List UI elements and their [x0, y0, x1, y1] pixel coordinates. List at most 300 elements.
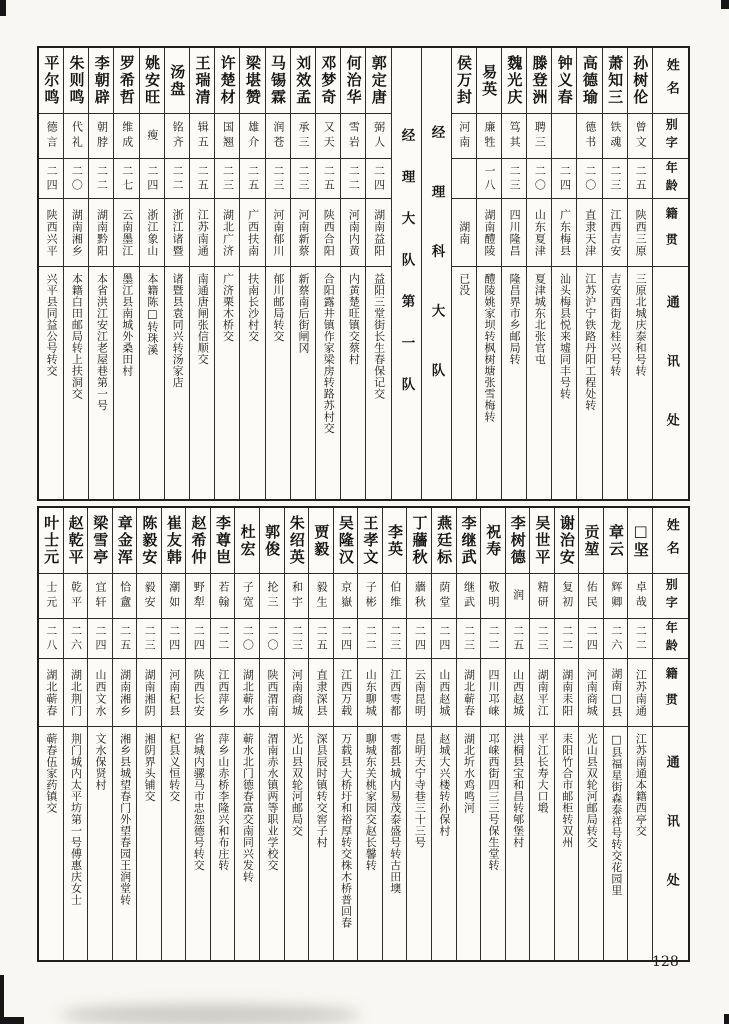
courtesy-name-cell-text: 维成: [120, 121, 134, 151]
name-cell-text: 王孝文: [361, 515, 380, 566]
age-cell: [266, 159, 290, 199]
header-age-text: 年龄: [664, 620, 679, 657]
age-cell: [39, 619, 63, 659]
courtesy-name-cell-text: 复初: [560, 581, 574, 611]
name-cell: [39, 508, 63, 574]
age-cell-text: 二三: [221, 164, 235, 193]
age-cell-text: 二四: [192, 624, 206, 653]
name-cell-text: 孙树伦: [631, 55, 650, 106]
courtesy-name-cell-text: 廉牲: [482, 121, 496, 151]
name-cell: [39, 48, 63, 114]
contact-cell: [285, 727, 309, 960]
header-name-text: 姓名: [663, 57, 679, 104]
contact-cell: [407, 727, 431, 960]
courtesy-name-cell: [506, 574, 530, 619]
age-cell: [341, 159, 365, 199]
courtesy-name-cell: [215, 114, 239, 159]
age-cell-text: 二七: [120, 164, 134, 193]
age-cell-text: 二〇: [241, 624, 255, 653]
age-cell-text: 二四: [167, 624, 181, 653]
name-cell: [291, 48, 315, 114]
courtesy-name-cell-text: 若翰: [216, 581, 230, 611]
contact-cell: [89, 267, 113, 499]
contact-cell-text: 耒阳竹合市邮柜转双州: [560, 733, 574, 848]
courtesy-name-cell-text: 和宇: [290, 581, 304, 611]
age-cell-text: 二二: [634, 624, 648, 653]
entry-column: [87, 508, 112, 960]
contact-cell: [240, 267, 264, 499]
courtesy-name-cell-text: 承三: [297, 121, 310, 151]
courtesy-name-cell-text: 润苍: [271, 121, 285, 151]
courtesy-name-cell: [89, 114, 113, 159]
name-cell-text: 刘效孟: [294, 55, 313, 106]
courtesy-name-cell: [603, 114, 627, 159]
name-cell-text: 汤盘: [168, 63, 187, 98]
age-cell-text: 二三: [462, 624, 476, 653]
name-cell-text: 许楚材: [218, 55, 237, 106]
origin-cell: [628, 659, 652, 727]
contact-cell: [64, 267, 88, 499]
contact-cell: [39, 727, 63, 960]
origin-cell-text: 湖南耒阳: [560, 668, 574, 717]
origin-cell-text: 浙江象山: [145, 208, 159, 257]
origin-cell-text: 湖南湘乡: [70, 208, 84, 257]
entry-column: [382, 508, 407, 960]
contact-cell-text: 萍乡山赤桥李隆兴和布庄转: [216, 733, 230, 871]
contact-cell-text: 邛崃西街四三三号保生堂转: [487, 733, 500, 871]
age-cell: [452, 159, 476, 199]
name-cell-text: 梁雪亭: [91, 515, 110, 566]
header-zi: [653, 574, 688, 619]
header-zi: [653, 114, 688, 159]
entry-column: [627, 48, 652, 499]
age-cell-text: 二五: [246, 164, 260, 193]
contact-cell-text: 江苏沪宁铁路丹阳工程处转: [583, 273, 597, 411]
courtesy-name-cell-text: 德言: [45, 121, 59, 151]
contact-cell-text: 本籍陈□转珠溪: [145, 273, 159, 356]
origin-cell-text: 湖南湘阴: [143, 668, 157, 717]
header-zi-text: 别字: [664, 118, 679, 154]
contact-cell-text: 诸暨县袁同兴转汤家店: [171, 273, 185, 388]
courtesy-name-cell-text: 乾平: [69, 581, 83, 611]
courtesy-name-cell: [260, 574, 284, 619]
name-cell-text: 魏光庆: [505, 55, 524, 106]
origin-cell: [407, 659, 431, 727]
age-cell-text: 二二: [95, 164, 109, 193]
courtesy-name-cell: [39, 574, 63, 619]
header-zi-text: 别字: [664, 578, 679, 614]
name-cell: [603, 48, 627, 114]
contact-cell: [316, 267, 340, 499]
name-cell-text: 吴隆汉: [336, 515, 355, 566]
name-cell-text: 李英: [385, 523, 404, 558]
origin-cell: [457, 659, 481, 727]
contact-cell-text: 平江长寿大口塅: [536, 733, 550, 814]
contact-cell-text: 新蔡南后街闸冈: [297, 273, 310, 354]
name-cell: [477, 48, 501, 114]
courtesy-name-cell-text: 恰盦: [118, 581, 132, 611]
name-cell: [628, 48, 652, 114]
origin-cell-text: 河南商城: [585, 668, 599, 717]
origin-cell-text: 湖北蕲春: [462, 668, 476, 717]
courtesy-name-cell-text: 河南: [457, 121, 471, 151]
name-cell-text: 朱绍英: [287, 515, 306, 566]
age-cell-text: 二五: [322, 164, 336, 193]
origin-cell: [39, 659, 63, 727]
contact-cell: [628, 267, 652, 499]
name-cell: [186, 508, 210, 574]
name-cell-text: 何治华: [344, 55, 363, 106]
entry-column: [136, 508, 161, 960]
contact-cell-text: □县福星街森泰祥号转交花园里: [609, 733, 623, 896]
courtesy-name-cell: [481, 574, 505, 619]
age-cell-text: 二二: [347, 164, 361, 193]
scan-edge-mark: [724, 1014, 729, 1024]
name-cell-text: 马锡霖: [269, 55, 288, 106]
courtesy-name-cell-text: 野犁: [192, 581, 206, 611]
courtesy-name-cell-text: 润: [511, 588, 525, 604]
entry-column: [340, 48, 365, 499]
origin-cell: [64, 659, 88, 727]
courtesy-name-cell: [291, 114, 315, 159]
courtesy-name-cell-text: 京嶽: [339, 581, 353, 611]
entry-column: [603, 508, 628, 960]
courtesy-name-cell-text: 辑五: [196, 121, 210, 151]
origin-cell: [579, 659, 603, 727]
entry-column: [39, 48, 63, 499]
courtesy-name-cell: [407, 574, 431, 619]
courtesy-name-cell-text: 抡三: [265, 581, 279, 611]
entry-column: [113, 48, 138, 499]
age-cell: [64, 159, 88, 199]
name-cell: [190, 48, 214, 114]
courtesy-name-cell-text: 宜轩: [94, 581, 107, 611]
contact-cell: [137, 727, 161, 960]
contact-cell: [64, 727, 88, 960]
origin-cell-text: 广西扶南: [246, 208, 260, 257]
roster-table-bottom: [37, 506, 690, 962]
entry-column: [551, 48, 576, 499]
name-cell-text: 侯万封: [454, 55, 473, 106]
origin-cell-text: 湖南平江: [536, 668, 550, 717]
age-cell: [334, 619, 358, 659]
name-cell: [552, 48, 576, 114]
courtesy-name-cell: [137, 574, 161, 619]
contact-cell: [579, 727, 603, 960]
courtesy-name-cell: [211, 574, 235, 619]
origin-cell: [113, 659, 137, 727]
courtesy-name-cell-text: 聘三: [533, 121, 547, 151]
origin-cell: [137, 659, 161, 727]
age-cell-text: 二三: [143, 624, 157, 653]
origin-cell: [316, 199, 340, 267]
name-cell: [527, 48, 551, 114]
contact-cell: [266, 267, 290, 499]
name-cell: [432, 508, 456, 574]
courtesy-name-cell: [457, 574, 481, 619]
name-cell: [530, 508, 554, 574]
origin-cell-text: 江苏南通: [634, 668, 648, 717]
courtesy-name-cell-text: 子宽: [241, 581, 255, 611]
origin-cell-text: 浙江诸暨: [171, 208, 185, 257]
origin-cell-text: 湖南益阳: [372, 208, 386, 257]
contact-cell-text: 益阳三堂街长生春保记交: [372, 273, 386, 400]
courtesy-name-cell: [240, 114, 264, 159]
contact-cell: [165, 267, 189, 499]
contact-cell: [88, 727, 112, 960]
name-cell: [334, 508, 358, 574]
name-cell-text: 贡堃: [582, 523, 601, 558]
age-cell-text: 二三: [271, 164, 285, 193]
entry-column: [185, 508, 210, 960]
origin-cell-text: 陕西兴平: [45, 208, 59, 257]
contact-cell-text: 汕头梅县悦来墟同丰号转: [558, 273, 572, 400]
origin-cell: [628, 199, 652, 267]
origin-cell-text: 江西雩都: [388, 668, 402, 717]
age-cell: [309, 619, 333, 659]
courtesy-name-cell: [432, 574, 456, 619]
courtesy-name-cell: [64, 114, 88, 159]
name-cell: [285, 508, 309, 574]
name-cell: [407, 508, 431, 574]
courtesy-name-cell-text: 精研: [536, 581, 550, 611]
age-cell: [89, 159, 113, 199]
entry-column: [63, 508, 88, 960]
name-cell-text: 罗希哲: [117, 55, 136, 106]
contact-cell: [162, 727, 186, 960]
origin-cell: [285, 659, 309, 727]
name-cell-text: 燕廷标: [435, 515, 454, 566]
age-cell: [235, 619, 259, 659]
contact-cell: [604, 727, 628, 960]
origin-cell: [309, 659, 333, 727]
name-cell: [266, 48, 290, 114]
contact-cell-text: 省城内骡马市忠恕德号转交: [192, 733, 206, 871]
name-cell: [604, 508, 628, 574]
origin-cell-text: 河南商城: [290, 668, 304, 717]
contact-cell: [628, 727, 652, 960]
age-cell: [39, 159, 63, 199]
origin-cell-text: 陕西合阳: [322, 208, 336, 257]
origin-cell: [162, 659, 186, 727]
courtesy-name-cell: [64, 574, 88, 619]
contact-cell-text: 已没: [457, 273, 471, 296]
name-cell: [502, 48, 526, 114]
origin-cell: [215, 199, 239, 267]
contact-cell: [186, 727, 210, 960]
origin-cell: [530, 659, 554, 727]
contact-cell: [341, 267, 365, 499]
entry-column: [290, 48, 315, 499]
scan-smudge: [60, 1004, 360, 1024]
courtesy-name-cell-text: 德书: [583, 121, 597, 151]
header-age: [653, 159, 688, 199]
age-cell-text: 二六: [69, 624, 83, 653]
origin-cell: [366, 199, 390, 267]
age-cell: [603, 159, 627, 199]
header-column: [652, 48, 688, 499]
courtesy-name-cell-text: 弼人: [372, 121, 386, 151]
courtesy-name-cell-text: 潮如: [167, 581, 181, 611]
courtesy-name-cell: [266, 114, 290, 159]
contact-cell: [432, 727, 456, 960]
origin-cell: [358, 659, 382, 727]
contact-cell-text: 渭南赤水镇两等职业学校交: [265, 733, 279, 871]
contact-cell: [366, 267, 390, 499]
header-column: [652, 508, 688, 960]
age-cell-text: 一八: [482, 164, 496, 193]
age-cell: [190, 159, 214, 199]
courtesy-name-cell-text: 代礼: [70, 121, 84, 151]
entry-column: [357, 508, 382, 960]
name-cell-text: 贾毅: [312, 523, 331, 558]
origin-cell: [165, 199, 189, 267]
name-cell: [215, 48, 239, 114]
name-cell: [235, 508, 259, 574]
name-cell: [260, 508, 284, 574]
age-cell: [577, 159, 601, 199]
courtesy-name-cell-text: 荫堂: [437, 581, 451, 611]
origin-cell: [477, 199, 501, 267]
entry-column: [526, 48, 551, 499]
contact-cell-text: 光山县双轮河邮局转交: [585, 733, 599, 848]
contact-cell-text: 隆昌界市乡邮局转: [508, 273, 522, 365]
header-name: [653, 508, 688, 574]
header-age-text: 年龄: [664, 160, 679, 197]
age-cell-text: 二四: [585, 624, 599, 653]
entry-column: [239, 48, 264, 499]
contact-cell-text: 昆明天宁寺巷三十三号: [413, 733, 427, 848]
name-cell: [113, 508, 137, 574]
contact-cell: [235, 727, 259, 960]
scan-edge-mark: [0, 0, 6, 16]
entry-column: [214, 48, 239, 499]
age-cell-text: 二三: [508, 164, 522, 193]
courtesy-name-cell: [552, 114, 576, 159]
name-cell: [383, 508, 407, 574]
courtesy-name-cell-text: 敬明: [487, 581, 500, 611]
courtesy-name-cell: [309, 574, 333, 619]
contact-cell-text: 聊城东关桃家园交赵长馨转: [364, 733, 378, 871]
contact-cell: [309, 727, 333, 960]
origin-cell-text: 湖北蕲春: [44, 668, 58, 717]
origin-cell-text: 湖南醴陵: [482, 208, 496, 257]
entry-column: [406, 508, 431, 960]
scan-edge-mark: [721, 0, 729, 9]
contact-cell: [358, 727, 382, 960]
origin-cell-text: 河南杞县: [167, 668, 181, 717]
age-cell-text: 二四: [45, 164, 59, 193]
entry-column: [505, 508, 530, 960]
contact-cell-text: 本籍白田邮局转上扶洞交: [70, 273, 84, 400]
age-cell-text: 二四: [94, 624, 107, 653]
name-cell: [577, 48, 601, 114]
origin-cell-text: 河南郁川: [271, 208, 285, 257]
header-origin-text: 籍贯: [664, 666, 679, 719]
origin-cell-text: 湖北蕲水: [241, 668, 255, 717]
contact-cell-text: 湘乡县城望春门外望春园王润堂转: [118, 733, 132, 906]
entry-column: [451, 48, 476, 499]
name-cell: [358, 508, 382, 574]
courtesy-name-cell-text: 卓哉: [634, 581, 648, 611]
origin-cell: [39, 199, 63, 267]
origin-cell-text: 四川隆昌: [508, 208, 522, 257]
courtesy-name-cell: [628, 574, 652, 619]
contact-cell-text: 雩都县城内易茂泰盛号转古田墺: [388, 733, 402, 894]
age-cell-text: 二五: [511, 624, 525, 653]
contact-cell: [577, 267, 601, 499]
age-cell-text: 二二: [171, 164, 185, 193]
age-cell: [186, 619, 210, 659]
courtesy-name-cell: [165, 114, 189, 159]
contact-cell-text: 夏津城东北张官屯: [533, 273, 547, 365]
age-cell-text: 二五: [634, 164, 648, 193]
contact-cell-text: 湖北圻水鸡鸣河: [462, 733, 476, 814]
name-cell-text: 郭定唐: [369, 55, 388, 106]
header-origin: [653, 659, 688, 727]
contact-cell: [502, 267, 526, 499]
contact-cell: [555, 727, 579, 960]
age-cell: [316, 159, 340, 199]
courtesy-name-cell-text: 雪岩: [347, 121, 361, 151]
origin-cell-text: 江西萍乡: [216, 668, 230, 717]
origin-cell-text: 直隶天津: [583, 208, 597, 257]
entry-column: [501, 48, 526, 499]
age-cell-text: 二五: [315, 624, 329, 653]
entry-column: [88, 48, 113, 499]
age-cell: [140, 159, 164, 199]
origin-cell: [240, 199, 264, 267]
age-cell: [604, 619, 628, 659]
age-cell: [358, 619, 382, 659]
contact-cell: [190, 267, 214, 499]
name-cell: [64, 508, 88, 574]
origin-cell: [190, 199, 214, 267]
name-cell-text: 陈毅安: [140, 515, 159, 566]
age-cell-text: 二八: [44, 624, 58, 653]
entry-column: [365, 48, 390, 499]
age-cell: [506, 619, 530, 659]
name-cell: [162, 508, 186, 574]
contact-cell-text: 湘阴界头铺交: [143, 733, 157, 802]
name-cell-text: 郭俊: [263, 523, 282, 558]
courtesy-name-cell: [383, 574, 407, 619]
origin-cell: [577, 199, 601, 267]
name-cell: [366, 48, 390, 114]
courtesy-name-cell: [358, 574, 382, 619]
entry-column: [576, 48, 601, 499]
age-cell-text: 二四: [145, 164, 159, 193]
contact-cell-text: 光山县双轮河邮局交: [290, 733, 304, 837]
contact-cell-text: 三原北城庆泰和号转: [634, 273, 648, 377]
origin-cell-text: 广东梅县: [558, 208, 572, 257]
origin-cell: [604, 659, 628, 727]
origin-cell-text: 云南墨江: [120, 208, 134, 257]
origin-cell-text: 河南内黄: [347, 208, 361, 257]
courtesy-name-cell: [366, 114, 390, 159]
entry-column: [529, 508, 554, 960]
name-cell-text: 易英: [480, 63, 499, 98]
name-cell-text: 李继武: [459, 515, 478, 566]
contact-cell-text: 蕲水北门德春富交南同兴发转: [241, 733, 255, 883]
origin-cell-text: 直隶深县: [315, 668, 329, 717]
entry-column: [554, 508, 579, 960]
contact-cell-text: 杞县义恒转交: [167, 733, 181, 802]
age-cell: [502, 159, 526, 199]
courtesy-name-cell: [341, 114, 365, 159]
courtesy-name-cell: [502, 114, 526, 159]
courtesy-name-cell-text: 佑民: [585, 581, 599, 611]
